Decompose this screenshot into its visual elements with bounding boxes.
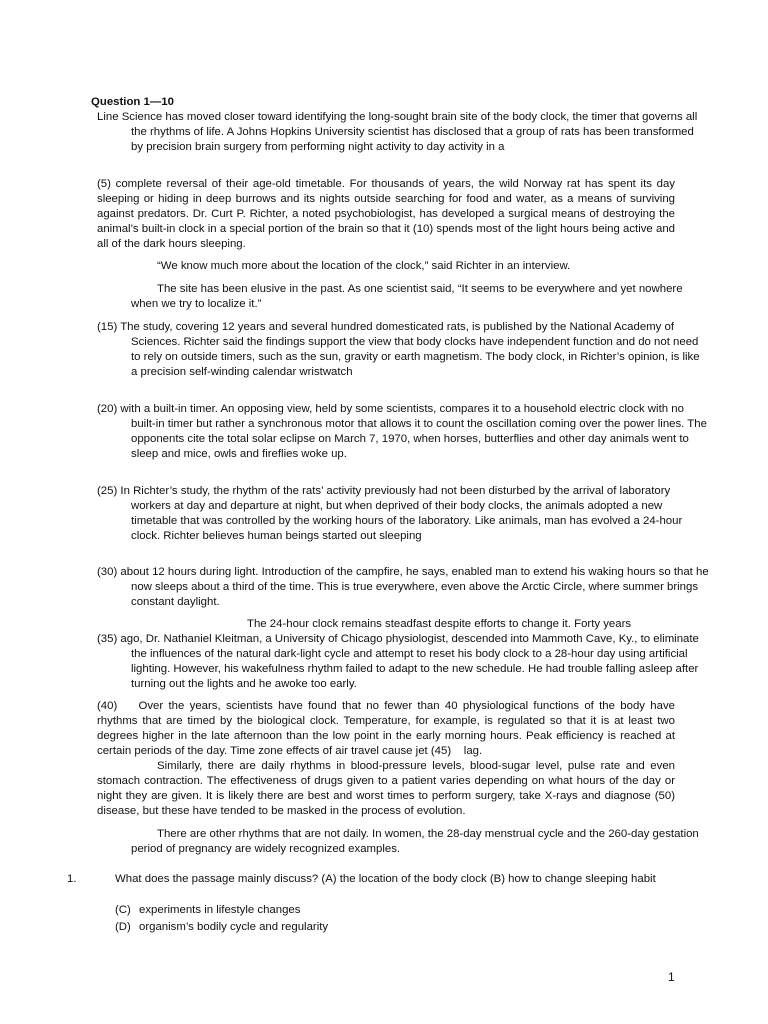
paragraph-11: (40) Over the years, scientists have found that no fewer than 40 physiological functions of the body have rhythms that are timed by the biological clock. Temperature, for example, is regulated so that it is at least two degrees higher in the late afternoon than the low point in the early morning hours. Peak efficiency is reached at certain periods of the day. Time zone effects of air travel cause jet (45) lag. xyxy=(97,700,675,757)
paragraph-8: (30) about 12 hours during light. Introduction of the campfire, he says, enabled man to extend his waking hours so that he now sleeps about a third of the time. This is true everywhere, even above the Arctic Circle, where summer brings constant daylight. xyxy=(97,566,709,608)
option-text: organism’s bodily cycle and regularity xyxy=(139,921,329,933)
paragraph-1: Line Science has moved closer toward identifying the long-sought brain site of the body clock, the timer that governs all the rhythms of life. A Johns Hopkins University scientist has disclosed that a group of rats has been transformed by precision brain surgery from performing night activity to day activity in a xyxy=(97,111,698,153)
paragraph-9: The 24-hour clock remains steadfast despite efforts to change it. Forty years xyxy=(247,618,632,630)
option-letter: (C) xyxy=(115,904,131,916)
paragraph-2: (5) complete reversal of their age-old timetable. For thousands of years, the wild Norway rat has spent its day sleeping or hiding in deep burrows and its nights outside searching for food and water, as a means of surviving against predators. Dr. Curt P. Richter, a noted psychobiologist, has developed a surgical means of destroying the animal’s built-in clock in a special portion of the brain so that it (10) spends most of the light hours being active and all of the dark hours sleeping. xyxy=(97,178,675,250)
paragraph-10: (35) ago, Dr. Nathaniel Kleitman, a University of Chicago physiologist, descended into Mammoth Cave, Ky., to eliminate the influences of the natural dark-light cycle and attempt to reset his body clock to a 28-hour day using artificial lighting. However, his wakefulness rhythm failed to adapt to the new schedule. He had trouble falling asleep after turning out the lights and he awoke too early. xyxy=(97,633,699,690)
paragraph-12: Similarly, there are daily rhythms in blood-pressure levels, blood-sugar level, pulse rate and even stomach contraction. The effectiveness of drugs given to a patient varies depending on what hours of the day or night they are given. It is likely there are best and worst times to perform surgery, take X-rays and diagnose (50) disease, but these have tended to be masked in the process of evolution. xyxy=(97,760,675,817)
question-option-d xyxy=(115,920,328,935)
paragraph-13: There are other rhythms that are not daily. In women, the 28-day menstrual cycle and the 260-day gestation period of pregnancy are widely recognized examples. xyxy=(131,828,699,855)
paragraph-5: (15) The study, covering 12 years and several hundred domesticated rats, is published by the National Academy of Sciences. Richter said the findings support the view that body clocks have independent function and do not need to rely on outside timers, such as the sun, gravity or earth magnetism. The body clock, in Richter’s opinion, is like a precision self-winding calendar wristwatch xyxy=(97,321,700,378)
paragraph-3: “We know much more about the location of the clock,” said Richter in an interview. xyxy=(157,260,571,272)
section-title: Question 1—10 xyxy=(91,96,174,108)
page-number: 1 xyxy=(668,970,675,984)
option-text: experiments in lifestyle changes xyxy=(139,904,301,916)
question-1 xyxy=(67,872,700,887)
option-letter: (D) xyxy=(115,921,131,933)
paragraph-4: The site has been elusive in the past. As one scientist said, “It seems to be everywhere and yet nowhere when we try to localize it.” xyxy=(131,283,683,310)
question-option-c xyxy=(115,903,300,918)
paragraph-7: (25) In Richter’s study, the rhythm of the rats’ activity previously had not been disturbed by the arrival of laboratory workers at day and departure at night, but when deprived of their body clocks, the animals adopted a new timetable that was controlled by the working hours of the laboratory. Like animals, man has evolved a 24-hour clock. Richter believes human beings started out sleeping xyxy=(97,485,683,542)
question-number: 1. xyxy=(67,873,77,885)
paragraph-6: (20) with a built-in timer. An opposing view, held by some scientists, compares it to a household electric clock with no built-in timer but rather a synchronous motor that allows it to count the oscillation coming over the power lines. The opponents cite the total solar eclipse on March 7, 1970, when horses, butterflies and other day animals went to sleep and mice, owls and fireflies woke up. xyxy=(97,403,707,460)
question-text: What does the passage mainly discuss? (A) the location of the body clock (B) how to change sleeping habit xyxy=(115,873,656,885)
